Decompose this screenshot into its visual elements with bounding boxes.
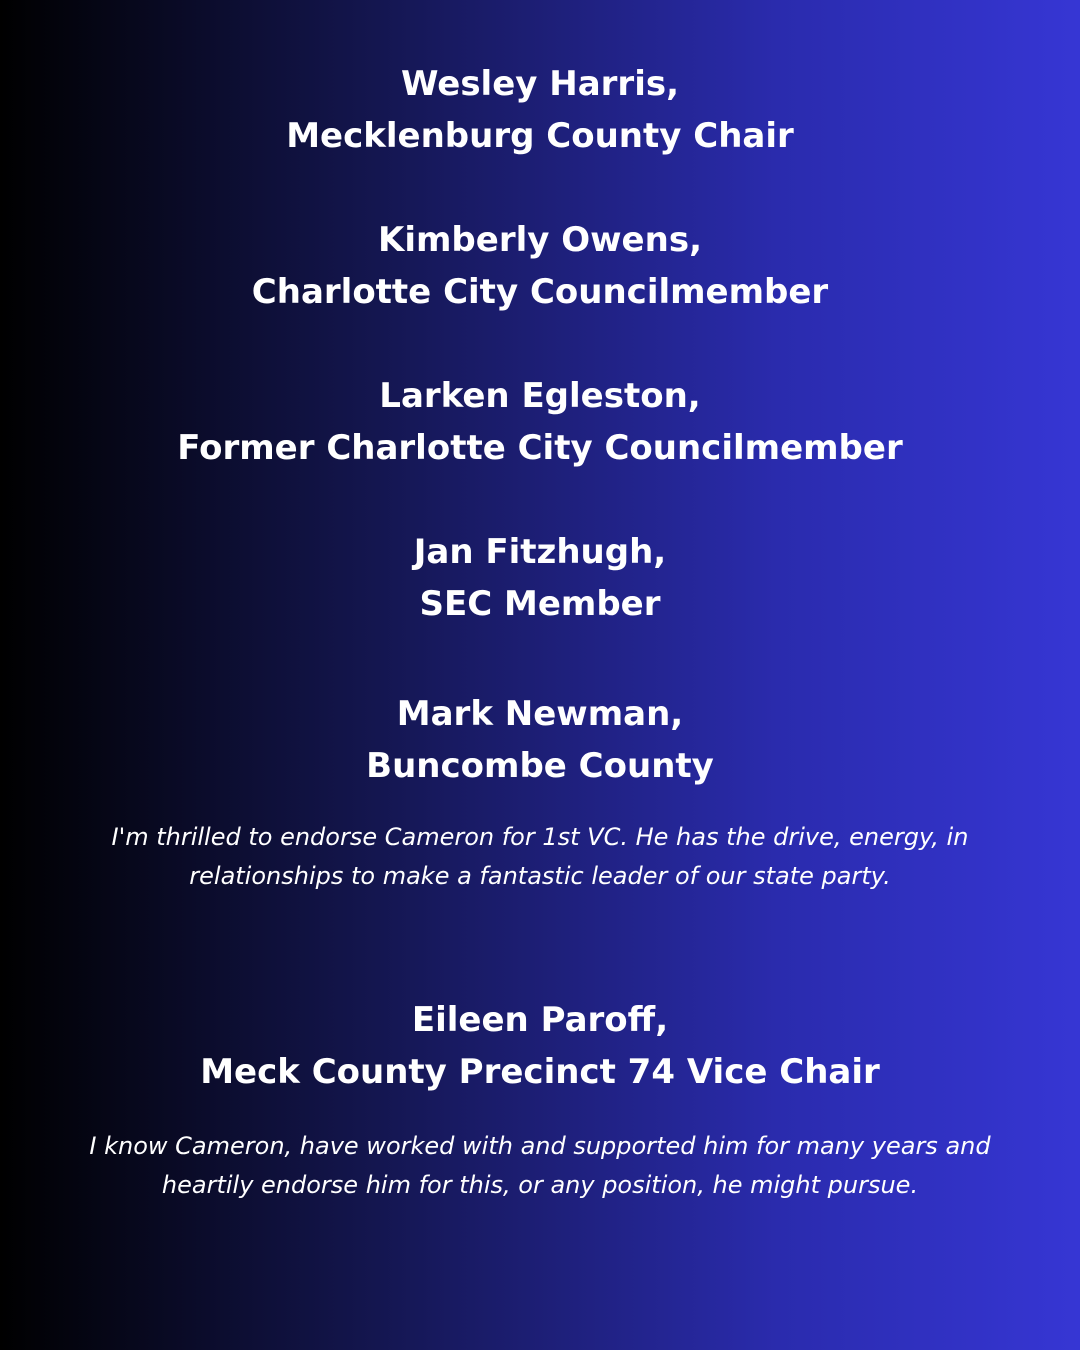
endorser-title: Buncombe County (366, 746, 714, 786)
endorser-name: Jan Fitzhugh, (413, 532, 667, 572)
endorser-name: Mark Newman, (396, 694, 684, 734)
endorser-name: Wesley Harris, (400, 64, 680, 104)
endorsement-quote-mark-newman: I'm thrilled to endorse Cameron for 1st VC. He has the drive, energy, in relationships to make a fantastic leader of our state party. (111, 823, 969, 890)
endorser-title: Former Charlotte City Councilmember (177, 428, 903, 468)
endorser-title: Mecklenburg County Chair (286, 116, 794, 156)
endorsement-larken-egleston (0, 370, 1080, 474)
endorser-name: Eileen Paroff, (411, 1000, 669, 1040)
endorsement-quote-eileen-paroff: I know Cameron, have worked with and supported him for many years and heartily endorse him for this, or any position, he might pursue. (89, 1132, 991, 1199)
endorser-name: Kimberly Owens, (378, 220, 702, 260)
endorser-title: SEC Member (419, 584, 661, 624)
endorser-title: Meck County Precinct 74 Vice Chair (200, 1052, 880, 1092)
endorsement-jan-fitzhugh (0, 526, 1080, 630)
endorser-name: Larken Egleston, (379, 376, 701, 416)
endorsement-wesley-harris (0, 58, 1080, 162)
endorsement-mark-newman (0, 688, 1080, 792)
endorsement-eileen-paroff (0, 994, 1080, 1098)
endorsement-kimberly-owens (0, 214, 1080, 318)
endorser-title: Charlotte City Councilmember (251, 272, 829, 312)
